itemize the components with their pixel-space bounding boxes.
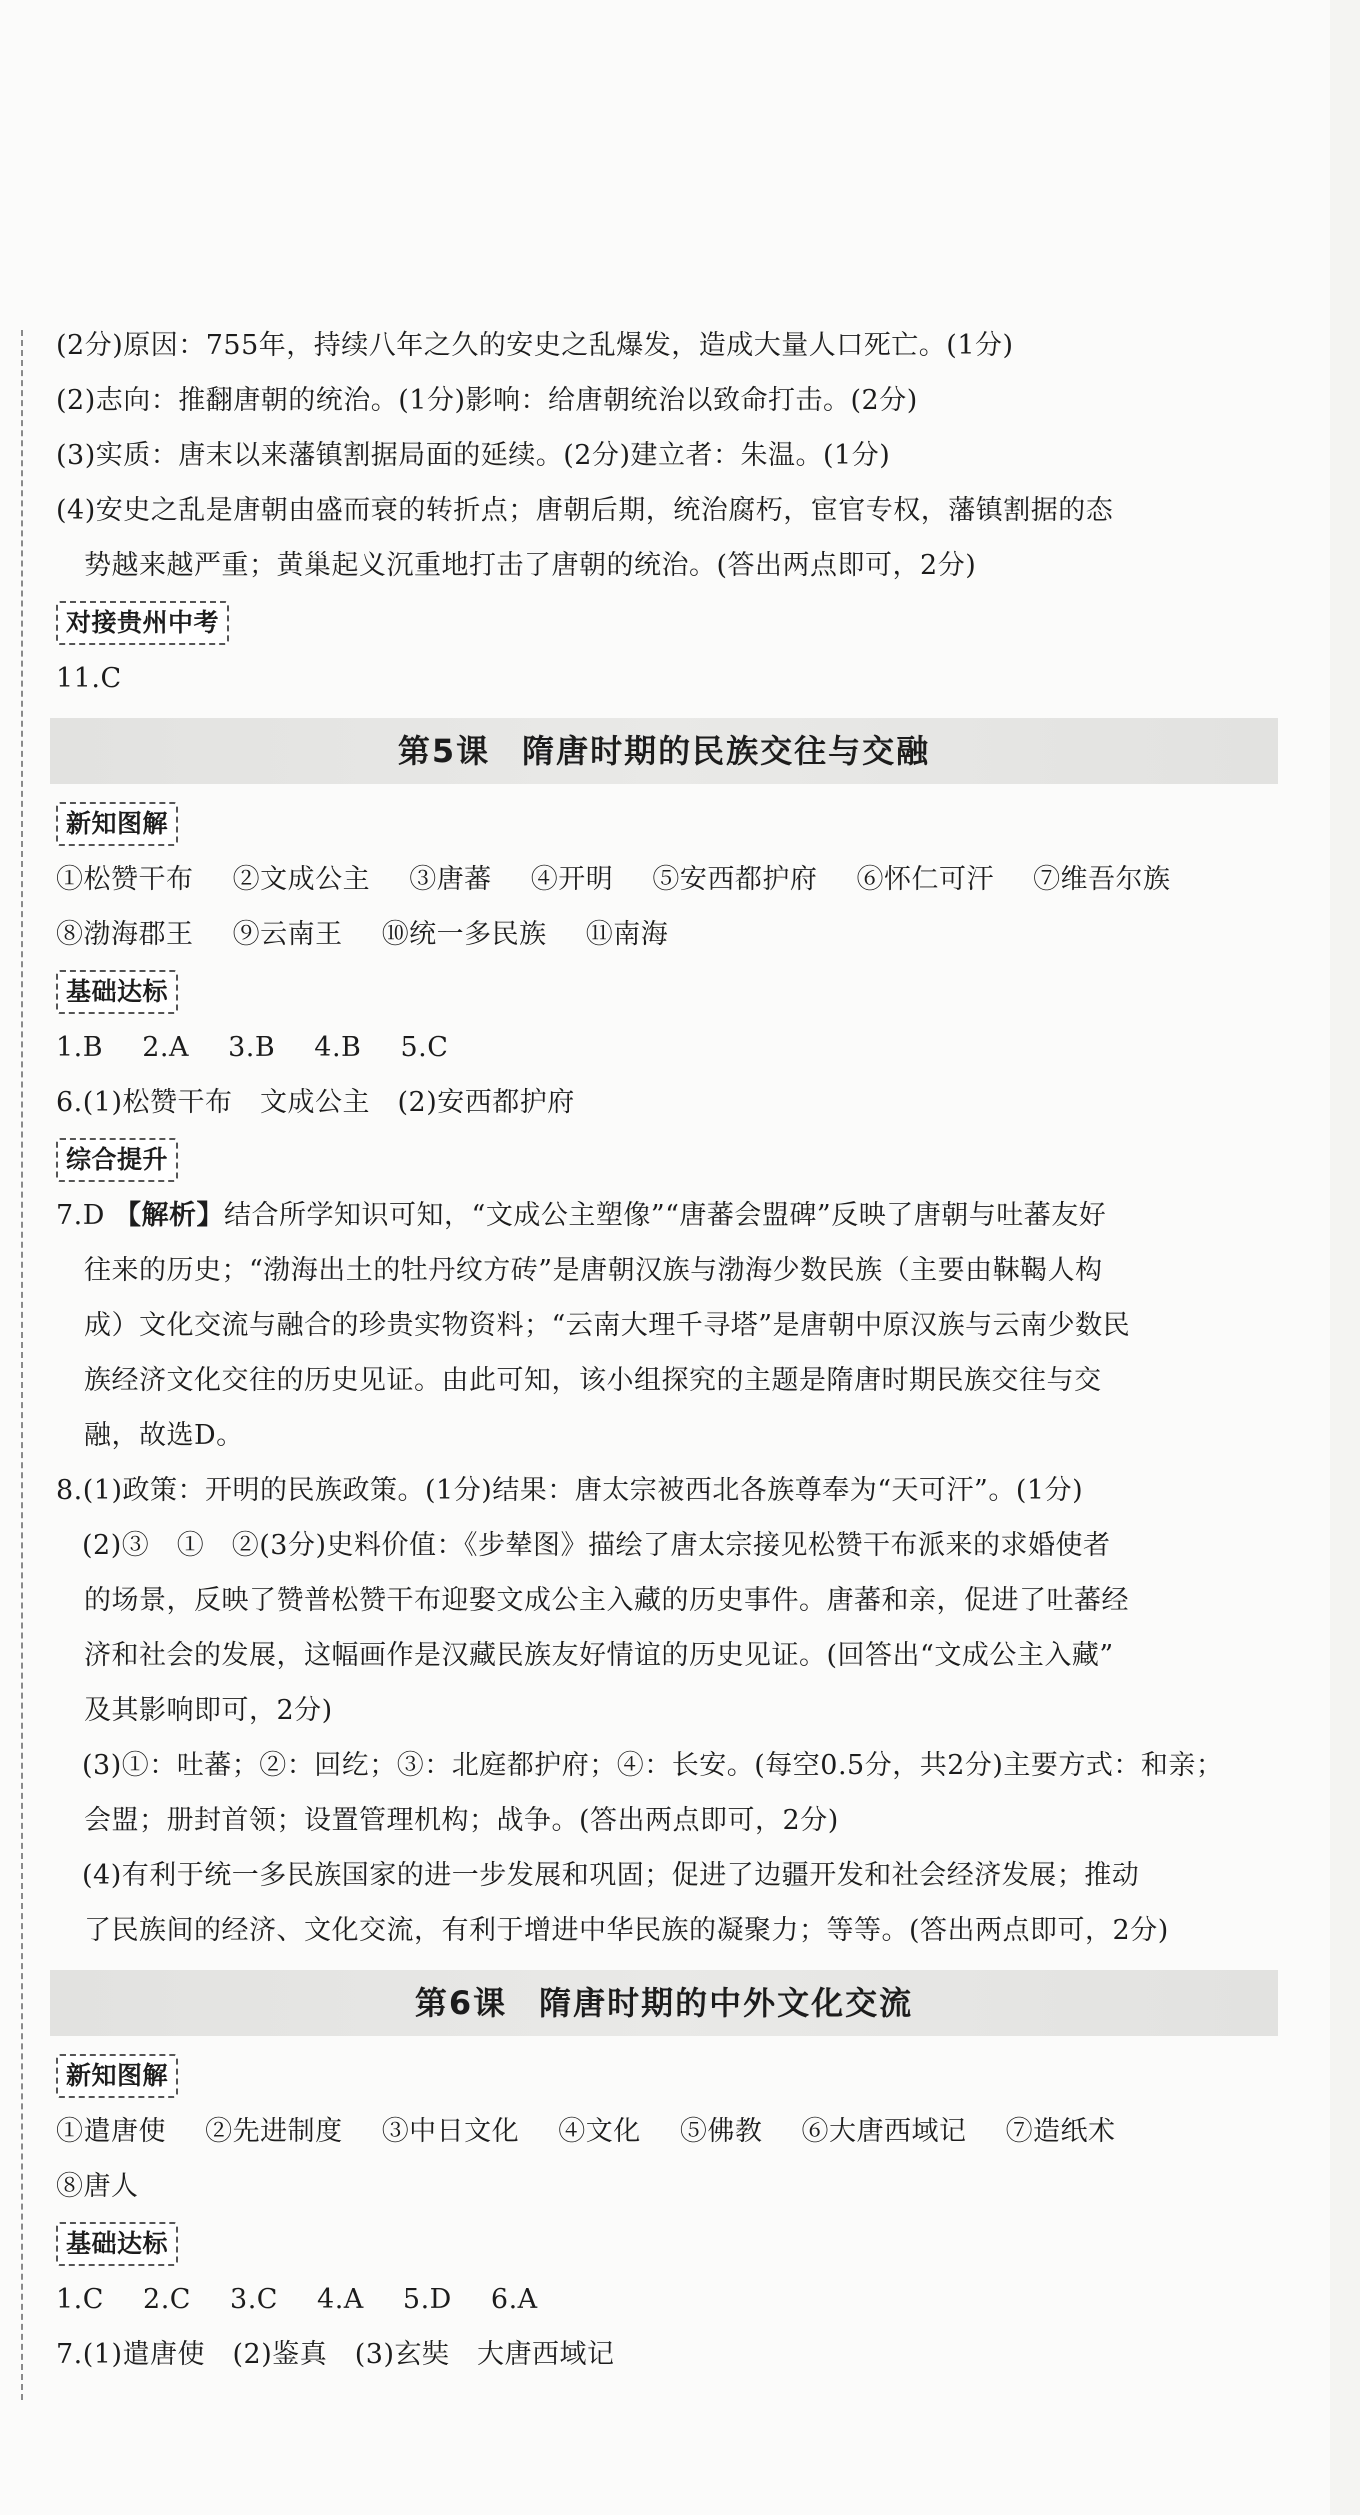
- binding-margin-line: [21, 330, 23, 2400]
- answer-item: 2.C: [143, 2284, 191, 2315]
- answer-item: ⑦造纸术: [1005, 2116, 1116, 2147]
- lesson-5-header: [50, 718, 1278, 784]
- answer-item: ⑦维吾尔族: [1033, 864, 1171, 895]
- lesson-6-header: [50, 1970, 1278, 2036]
- answer-item: ②先进制度: [205, 2116, 343, 2147]
- q7-first-line: [56, 1188, 1272, 1243]
- jichu-answers-line-2: 6.(1)松赞干布 文成公主 (2)安西都护府: [56, 1087, 575, 1118]
- answer-item: ⑤安西都护府: [652, 864, 818, 895]
- xinzhi-answers-line-1: [56, 852, 1272, 907]
- answer-item: ⑪南海: [585, 919, 669, 950]
- answer-item: 1.C: [56, 2284, 104, 2315]
- lesson-5-title: 隋唐时期的民族交往与交融: [522, 732, 931, 770]
- answer-item: 3.B: [228, 1032, 276, 1063]
- answer-item: ⑩统一多民族: [381, 919, 547, 950]
- xinzhi-answers-line-2: [56, 907, 1272, 962]
- q7-line: 成）文化交流与融合的珍贵实物资料；“云南大理千寻塔”是唐朝中原汉族与云南少数民: [84, 1310, 1131, 1341]
- q8-line: (3)①：吐蕃；②：回纥；③：北庭都护府；④：长安。(每空0.5分，共2分)主要方式：和亲；: [82, 1750, 1224, 1781]
- prev-answer-line: 势越来越严重；黄巢起义沉重地打击了唐朝的统治。(答出两点即可，2分): [84, 550, 977, 581]
- q7-answer: 7.D: [56, 1200, 105, 1231]
- answer-item: ④开明: [530, 864, 614, 895]
- lesson-6-title: 隋唐时期的中外文化交流: [539, 1984, 914, 2022]
- jichu-answers-line-1: [56, 1020, 1272, 1075]
- answer-item: ①遣唐使: [56, 2116, 166, 2147]
- answer-item: 1.B: [56, 1032, 104, 1063]
- q8-line: (2)③ ① ②(3分)史料价值：《步辇图》描绘了唐太宗接见松赞干布派来的求婚使者: [82, 1530, 1111, 1561]
- answer-item: ⑤佛教: [679, 2116, 763, 2147]
- q8-line: (4)有利于统一多民族国家的进一步发展和巩固；促进了边疆开发和社会经济发展；推动: [82, 1860, 1140, 1891]
- section-tag-xinzhi: 新知图解: [56, 802, 178, 846]
- section-tag-zonghe: 综合提升: [56, 1138, 178, 1182]
- q8-line: 的场景，反映了赞普松赞干布迎娶文成公主入藏的历史事件。唐蕃和亲，促进了吐蕃经: [84, 1585, 1129, 1616]
- lesson-5-number: 第5课: [397, 732, 491, 770]
- q8-line: 济和社会的发展，这幅画作是汉藏民族友好情谊的历史见证。(回答出“文成公主入藏”: [84, 1640, 1114, 1671]
- q7-line: 往来的历史；“渤海出土的牡丹纹方砖”是唐朝汉族与渤海少数民族（主要由靺鞨人构: [84, 1255, 1103, 1286]
- prev-answer-line: (3)实质：唐末以来藩镇割据局面的延续。(2分)建立者：朱温。(1分): [56, 440, 891, 471]
- analysis-label: 【解析】: [114, 1200, 225, 1231]
- answer-item: 5.C: [400, 1032, 449, 1063]
- answer-item: ②文成公主: [232, 864, 371, 895]
- answer-item: ③中日文化: [381, 2116, 520, 2147]
- xinzhi-answers-line-2: [56, 2159, 1272, 2214]
- answer-item: ⑥大唐西域记: [801, 2116, 967, 2147]
- answer-item: ⑨云南王: [232, 919, 343, 950]
- q7-line: 族经济文化交往的历史见证。由此可知，该小组探究的主题是隋唐时期民族交往与交: [84, 1365, 1102, 1396]
- lesson-6-number: 第6课: [414, 1984, 508, 2022]
- jichu-answers-line-1: [56, 2272, 1272, 2327]
- answer-item: 2.A: [142, 1032, 189, 1063]
- section-tag-guizhou: 对接贵州中考: [56, 601, 229, 645]
- answer-item: ⑥怀仁可汗: [856, 864, 994, 895]
- answer-item: ①松赞干布: [56, 864, 194, 895]
- answer-item: 4.B: [314, 1032, 362, 1063]
- q8-line: 及其影响即可，2分): [84, 1695, 333, 1726]
- q7-analysis-text: 结合所学知识可知，“文成公主塑像”“唐蕃会盟碑”反映了唐朝与吐蕃友好: [224, 1200, 1107, 1231]
- xinzhi-answers-line-1: [56, 2104, 1272, 2159]
- answer-item: 6.A: [490, 2284, 538, 2315]
- answer-item: ⑧渤海郡王: [56, 919, 194, 950]
- section-tag-xinzhi: 新知图解: [56, 2054, 178, 2098]
- q8-line: 会盟；册封首领；设置管理机构；战争。(答出两点即可，2分): [84, 1805, 839, 1836]
- q8-line: 8.(1)政策：开明的民族政策。(1分)结果：唐太宗被西北各族尊奉为“天可汗”。(1分): [56, 1475, 1084, 1506]
- answer-item: ③唐蕃: [409, 864, 492, 895]
- answer-item: 5.D: [402, 2284, 452, 2315]
- section-tag-jichu: 基础达标: [56, 970, 178, 1014]
- prev-answer-line: (2分)原因：755年，持续八年之久的安史之乱爆发，造成大量人口死亡。(1分): [56, 330, 1014, 361]
- answer-item: 3.C: [230, 2284, 278, 2315]
- q8-line: 了民族间的经济、文化交流，有利于增进中华民族的凝聚力；等等。(答出两点即可，2分): [84, 1915, 1169, 1946]
- q7-line: 融，故选D。: [84, 1420, 244, 1451]
- jichu-answers-line-2: 7.(1)遣唐使 (2)鉴真 (3)玄奘 大唐西域记: [56, 2339, 615, 2370]
- guizhou-answer: 11.C: [56, 663, 122, 694]
- prev-answer-line: (4)安史之乱是唐朝由盛而衰的转折点；唐朝后期，统治腐朽，宦官专权，藩镇割据的态: [56, 495, 1114, 526]
- answer-item: ⑧唐人: [56, 2171, 139, 2202]
- answer-content: [56, 318, 1272, 2382]
- section-tag-jichu: 基础达标: [56, 2222, 178, 2266]
- prev-answer-line: (2)志向：推翻唐朝的统治。(1分)影响：给唐朝统治以致命打击。(2分): [56, 385, 918, 416]
- answer-item: ④文化: [558, 2116, 641, 2147]
- answer-item: 4.A: [317, 2284, 364, 2315]
